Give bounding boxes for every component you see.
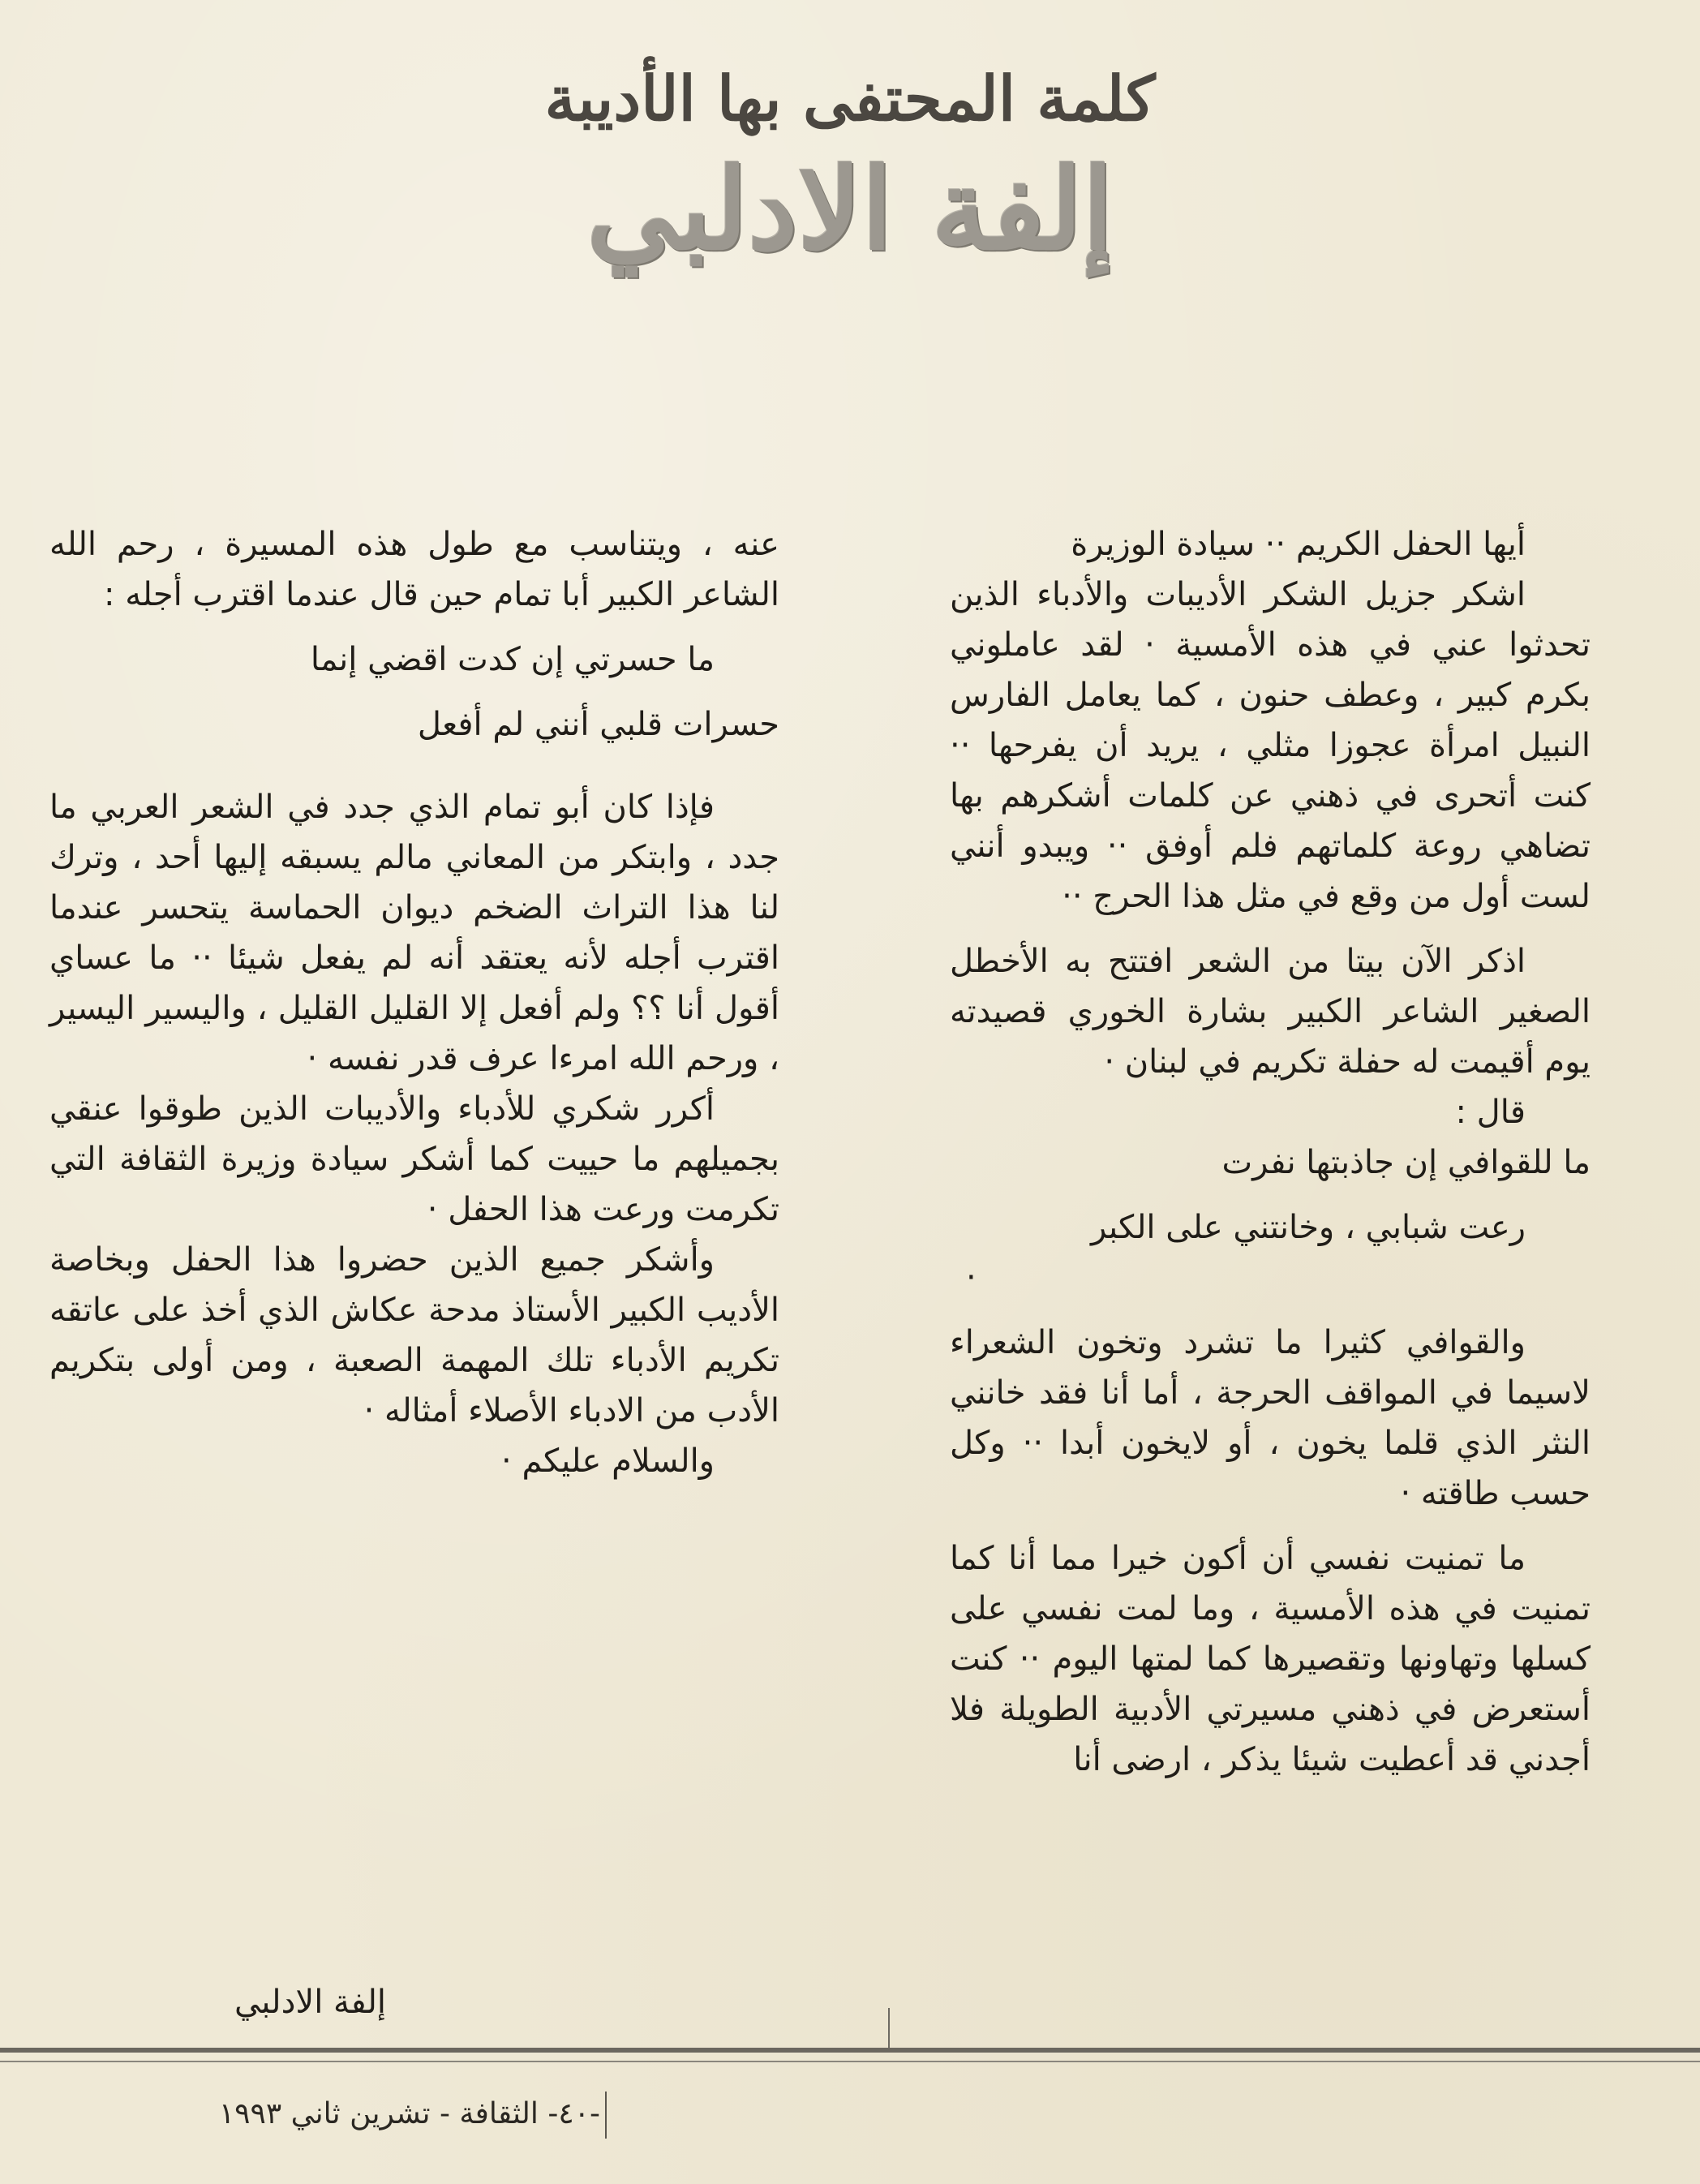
text-column-right <box>950 519 1591 1785</box>
verse-line-1: ما للقوافي إن جاذبتها نفرت <box>1221 1144 1591 1181</box>
footer-tick <box>605 2092 607 2139</box>
footer-rule-thin <box>0 2061 1700 2062</box>
author-signature: إلفة الادلبي <box>234 1984 386 2021</box>
paragraph-salutation: أيها الحفل الكريم ·· سيادة الوزيرة <box>1071 526 1526 563</box>
paragraph-qal: قال : <box>1455 1094 1526 1131</box>
verse-line-2: رعت شبابي ، وخانتني على الكبر <box>1090 1209 1526 1246</box>
verse-abu-tammam-2: حسرات قلبي أنني لم أفعل <box>417 706 779 743</box>
paragraph-repeat-thanks: أكرر شكري للأدباء والأديبات الذين طوقوا عنقي بجميلهم ما حييت كما أشكر سيادة وزيرة الثقافة التي تكرمت ورعت هذا الحفل · <box>49 1090 779 1228</box>
page-footer: -٤٠- الثقافة - تشرين ثاني ١٩٩٣ <box>218 2097 600 2130</box>
article-title-author: إلفة الادلبي <box>586 142 1114 275</box>
column-divider <box>888 2008 890 2049</box>
paragraph-abu-tammam: فإذا كان أبو تمام الذي جدد في الشعر العربي ما جدد ، وابتكر من المعاني مالم يسبقه إليها أحد ، وترك لنا هذا التراث الضخم ديوان الحماسة يتحسر عندما اقترب أجله لأنه يعتقد أنه لم يفعل شيئا ·· ما عساي أقول أنا ؟؟ ولم أفعل إلا القليل القليل ، واليسير اليسير ، ورحم الله امرءا عرف قدر نفسه · <box>49 789 779 1077</box>
paragraph-rhymes: والقوافي كثيرا ما تشرد وتخون الشعراء لاسيما في المواقف الحرجة ، أما أنا فقد خانني النثر الذي قلما يخون ، أو لايخون أبدا ·· وكل حسب طاقته · <box>950 1324 1591 1512</box>
paragraph-wish: ما تمنيت نفسي أن أكون خيرا مما أنا كما تمنيت في هذه الأمسية ، وما لمت نفسي على كسلها وتهاونها وتقصيرها كما لمتها اليوم ·· كنت أستعرض في ذهني مسيرتي الأدبية الطويلة فلا أجدني قد أعطيت شيئا يذكر ، ارضى أنا <box>950 1540 1591 1778</box>
paragraph-closing: والسلام عليكم · <box>501 1442 715 1480</box>
article-header <box>0 62 1700 275</box>
paragraph-continuation: عنه ، ويتناسب مع طول هذه المسيرة ، رحم الله الشاعر الكبير أبا تمام حين قال عندما اقترب أجله : <box>49 526 779 613</box>
paragraph-verse-intro: اذكر الآن بيتا من الشعر افتتح به الأخطل الصغير الشاعر الكبير بشارة الخوري قصيدته يوم أقيمت له حفلة تكريم في لبنان · <box>950 943 1591 1081</box>
text-column-left <box>49 519 779 1486</box>
verse-end-mark: · <box>966 1259 977 1296</box>
footer-rule-thick <box>0 2048 1700 2053</box>
article-kicker: كلمة المحتفى بها الأديبة <box>544 62 1156 135</box>
paragraph-thanks-audience: وأشكر جميع الذين حضروا هذا الحفل وبخاصة الأديب الكبير الأستاذ مدحة عكاش الذي أخذ على عاتقه تكريم الأدباء تلك المهمة الصعبة ، ومن أولى بتكريم الأدب من الادباء الأصلاء أمثاله · <box>49 1241 779 1429</box>
paragraph-thanks: اشكر جزيل الشكر الأديبات والأدباء الذين تحدثوا عني في هذه الأمسية · لقد عاملوني بكرم كبير ، وعطف حنون ، كما يعامل الفارس النبيل امرأة عجوزا مثلي ، يريد أن يفرحها ·· كنت أتحرى في ذهني عن كلمات أشكرهم بها تضاهي روعة كلماتهم فلم أوفق ·· ويبدو أنني لست أول من وقع في مثل هذا الحرج ·· <box>950 576 1591 915</box>
verse-abu-tammam-1: ما حسرتي إن كدت اقضي إنما <box>310 641 715 678</box>
